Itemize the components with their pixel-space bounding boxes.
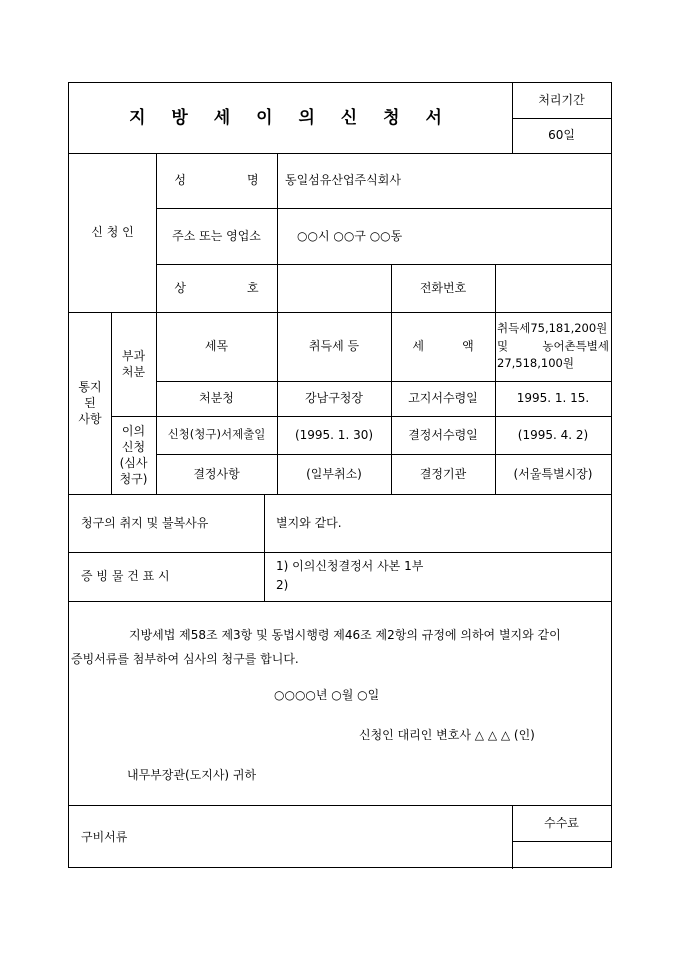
name-label: 성 명 bbox=[174, 173, 259, 188]
name-value: 동일섬유산업주식회사 bbox=[285, 173, 401, 188]
statement-signer: 신청인 대리인 변호사 △ △ △ (인) bbox=[359, 728, 535, 742]
objection-form bbox=[68, 82, 612, 868]
reason-value: 별지와 같다. bbox=[276, 515, 342, 530]
applicant-section-label: 신 청 인 bbox=[91, 225, 134, 240]
submit-date-label: 신청(청구)서제출일 bbox=[167, 427, 266, 442]
notice-received-value: 1995. 1. 15. bbox=[516, 391, 590, 406]
submit-date-value: (1995. 1. 30) bbox=[294, 427, 374, 442]
phone-value bbox=[495, 264, 611, 312]
office-label: 처분청 bbox=[199, 391, 234, 406]
statement-addressee: 내무부장관(도지사) 귀하 bbox=[127, 768, 257, 782]
notice-received-label: 고지서수령일 bbox=[408, 391, 478, 406]
fee-label: 수수료 bbox=[544, 815, 579, 830]
evidence-item-1: 1) 이의신청결정서 사본 1부 bbox=[276, 559, 424, 573]
address-label: 주소 또는 영업소 bbox=[172, 228, 261, 243]
decision-received-value: (1995. 4. 2) bbox=[517, 427, 589, 442]
levy-label: 부과 처분 bbox=[121, 348, 146, 379]
evidence-label: 증 빙 물 건 표 시 bbox=[81, 569, 170, 584]
notice-section-label: 통지 된 사항 bbox=[78, 379, 102, 427]
statement-line-1: 지방세법 제58조 제3항 및 동법시행령 제46조 제2항의 규정에 의하여 별지와 같이 bbox=[129, 628, 561, 642]
processing-period-value: 60일 bbox=[548, 128, 575, 143]
tax-amount-value: 취득세75,181,200원 및 농어촌특별세 27,518,100원 bbox=[497, 320, 609, 371]
tax-item-label: 세목 bbox=[204, 339, 229, 354]
decision-label: 결정사항 bbox=[193, 466, 240, 481]
address-value: ○○시 ○○구 ○○동 bbox=[297, 228, 403, 243]
decision-received-label: 결정서수령일 bbox=[408, 427, 478, 442]
trade-name-label: 상 호 bbox=[174, 280, 259, 295]
decision-agency-value: (서울특별시장) bbox=[513, 466, 593, 481]
trade-name-value bbox=[277, 264, 391, 312]
objection-label: 이의 신청 (심사 청구) bbox=[119, 423, 148, 487]
decision-value: (일부취소) bbox=[306, 466, 362, 481]
documents-label: 구비서류 bbox=[81, 829, 128, 844]
form-title: 지 방 세 이 의 신 청 서 bbox=[129, 107, 452, 128]
statement-line-2: 증빙서류를 첨부하여 심사의 청구를 합니다. bbox=[71, 652, 299, 666]
fee-value bbox=[512, 841, 611, 869]
tax-amount-label: 세 액 bbox=[412, 339, 474, 354]
evidence-item-2: 2) bbox=[276, 578, 289, 592]
tax-item-value: 취득세 등 bbox=[308, 339, 360, 354]
rule bbox=[69, 601, 611, 602]
office-value: 강남구청장 bbox=[305, 391, 363, 406]
processing-period-label: 처리기간 bbox=[538, 93, 585, 108]
phone-label: 전화번호 bbox=[419, 280, 467, 295]
reason-label: 청구의 취지 및 불복사유 bbox=[81, 515, 209, 530]
decision-agency-label: 결정기관 bbox=[419, 466, 467, 481]
statement-date: ○○○○년 ○월 ○일 bbox=[274, 688, 380, 702]
